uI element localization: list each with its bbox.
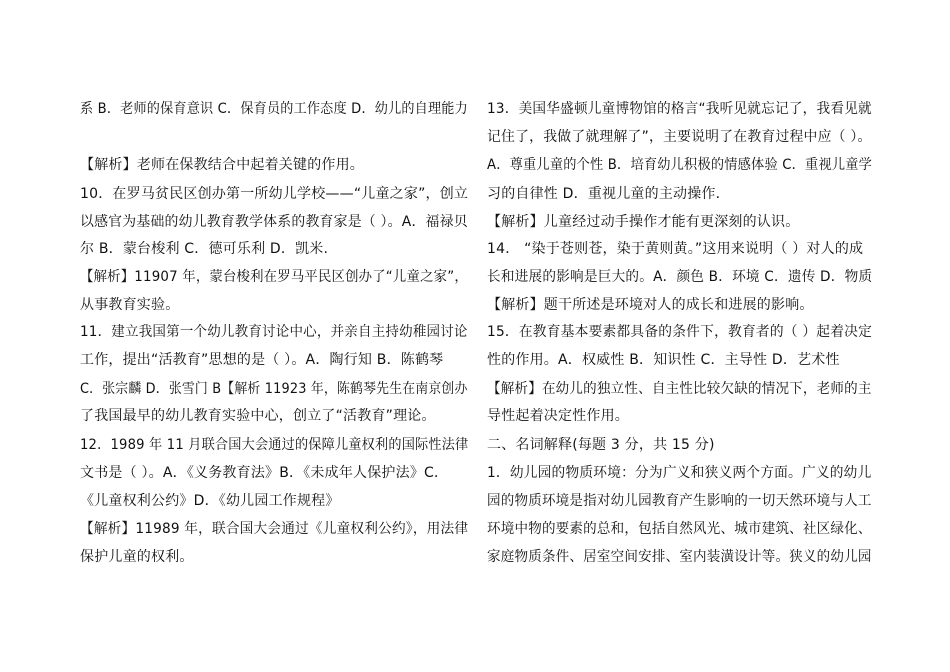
text-line: 14． “染于苍则苍，染于黄则黄。”这用来说明（ ）对人的成 — [487, 241, 864, 257]
text-line: 保护儿童的权利。 — [80, 549, 194, 565]
text-line: 【解析】老师在保教结合中起着关键的作用。 — [80, 157, 364, 173]
text-line: C．张宗麟 D．张雪门 B【解析 11923 年，陈鹤琴先生在南京创办 — [80, 381, 468, 397]
text-line: 【解析】在幼儿的独立性、自主性比较欠缺的情况下，老师的主 — [487, 381, 872, 397]
text-line: 【解析】11907 年，蒙台梭利在罗马平民区创办了“儿童之家”， — [80, 269, 468, 285]
text-line: 性的作用。A．权威性 B．知识性 C．主导性 D．艺术性 — [487, 352, 840, 368]
text-line: 文书是（ ）。A．《义务教育法》B．《未成年人保护法》C． — [80, 465, 449, 481]
text-line: 导性起着决定性作用。 — [487, 408, 629, 424]
text-line: 【解析】儿童经过动手操作才能有更深刻的认识。 — [487, 214, 800, 230]
text-line: 【解析】题干所述是环境对人的成长和进展的影响。 — [487, 297, 814, 313]
text-line: 11．建立我国第一个幼儿教育讨论中心，并亲自主持幼稚园讨论 — [80, 324, 468, 340]
text-line: 15．在教育基本要素都具备的条件下，教育者的（ ）起着决定 — [487, 324, 873, 340]
text-line: 了我国最早的幼儿教育实验中心，创立了“活教育”理论。 — [80, 408, 436, 424]
text-line: 长和进展的影响是巨大的。A．颜色 B．环境 C．遗传 D．物质 — [487, 269, 873, 285]
text-line: 《儿童权利公约》D．《幼儿园工作规程》 — [80, 493, 340, 509]
text-line: 记住了，我做了就理解了”，主要说明了在教育过程中应（ ）。 — [487, 129, 872, 145]
text-line: 12．1989 年 11 月联合国大会通过的保障儿童权利的国际性法律 — [80, 437, 469, 453]
text-line: 13．美国华盛顿儿童博物馆的格言“我听见就忘记了，我看见就 — [487, 101, 872, 117]
text-line: 尔 B．蒙台梭利 C．德可乐利 D．凯米. — [80, 241, 329, 257]
text-line: 环境中物的要素的总和，包括自然风光、城市建筑、社区绿化、 — [487, 521, 872, 537]
text-line: 家庭物质条件、居室空间安排、室内装潢设计等。狭义的幼儿园 — [487, 549, 872, 565]
text-line: 习的自律性 D．重视儿童的主动操作. — [487, 186, 721, 202]
text-line: 工作，提出“活教育”思想的是（ ）。A．陶行知 B．陈鹤琴 — [80, 352, 444, 368]
section-heading: 二、名词解释(每题 3 分，共 15 分) — [487, 437, 715, 453]
text-line: 以感官为基础的幼儿教育教学体系的教育家是（ ）。A．福禄贝 — [80, 214, 468, 230]
text-line: 【解析】11989 年，联合国大会通过《儿童权利公约》，用法律 — [80, 521, 469, 537]
text-line: 系 B．老师的保育意识 C．保育员的工作态度 D．幼儿的自理能力 — [80, 101, 468, 117]
text-line: 1．幼儿园的物质环境：分为广义和狭义两个方面。广义的幼儿 — [487, 465, 872, 481]
text-line: 10．在罗马贫民区创办第一所幼儿学校——“儿童之家”，创立 — [80, 186, 469, 202]
text-line: 从事教育实验。 — [80, 297, 180, 313]
text-line: A．尊重儿童的个性 B．培育幼儿积极的情感体验 C．重视儿童学 — [487, 157, 873, 173]
text-line: 园的物质环境是指对幼儿园教育产生影响的一切天然环境与人工 — [487, 493, 872, 509]
